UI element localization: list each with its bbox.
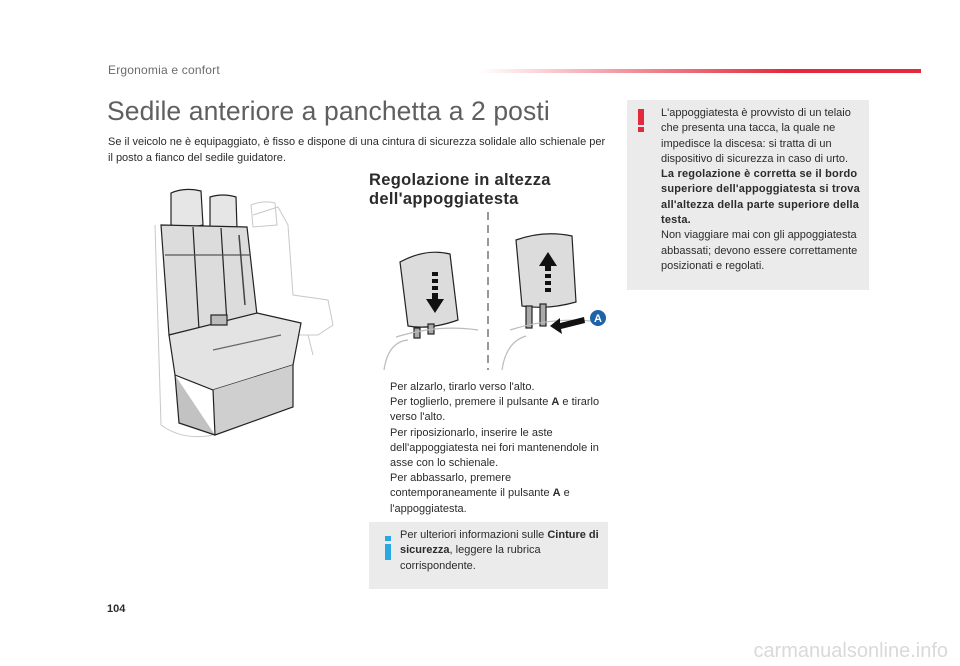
subheading: Regolazione in altezza dell'appoggiatesta bbox=[369, 171, 551, 208]
watermark: carmanualsonline.info bbox=[753, 640, 948, 662]
steps-list bbox=[369, 380, 609, 517]
info-icon bbox=[381, 534, 395, 562]
info-text: Per ulteriori informazioni sulle Cinture di sicurezza, leggere la rubrica corrispondente. bbox=[400, 529, 599, 572]
intro-paragraph: Se il veicolo ne è equipaggiato, è fisso e dispone di una cintura di sicurezza solidale allo schienale per il posto a fianco del sedile guidatore. bbox=[108, 136, 606, 164]
step-item: Per riposizionarlo, inserire le aste dell'appoggiatesta nei fori mantenendole in asse con lo schienale. bbox=[390, 426, 599, 470]
page-number: 104 bbox=[107, 603, 126, 615]
step-item: Per alzarlo, tirarlo verso l'alto. bbox=[390, 381, 535, 393]
bench-seat-illustration bbox=[153, 185, 343, 441]
button-a-callout bbox=[550, 317, 585, 334]
warning-text: L'appoggiatesta è provvisto di un telaio che presenta una tacca, la quale ne impedisce la discesa: si tratta di un dispositivo di sicurezza in caso di urto. La regolazione è corretta se il bordo superiore dell'appoggiatesta si trova all'altezza della parte superiore della testa. Non viaggiare mai con gli appoggiatesta abbassati; devono essere correttamente posizionati e regolati. bbox=[661, 107, 860, 272]
exclamation-icon bbox=[634, 108, 648, 134]
page-title: Sedile anteriore a panchetta a 2 posti bbox=[107, 96, 550, 126]
info-box bbox=[369, 522, 608, 589]
step-item: Per abbassarlo, premere contemporaneamente il pulsante A e l'appoggiatesta. bbox=[390, 472, 570, 515]
section-header: Ergonomia e confort bbox=[108, 63, 220, 77]
step-item: Per toglierlo, premere il pulsante A e tirarlo verso l'alto. bbox=[390, 396, 600, 424]
header-accent-bar bbox=[480, 69, 921, 73]
warning-box bbox=[627, 100, 869, 290]
callout-label: A bbox=[594, 313, 602, 325]
headrest-adjustment-illustration bbox=[378, 212, 610, 370]
